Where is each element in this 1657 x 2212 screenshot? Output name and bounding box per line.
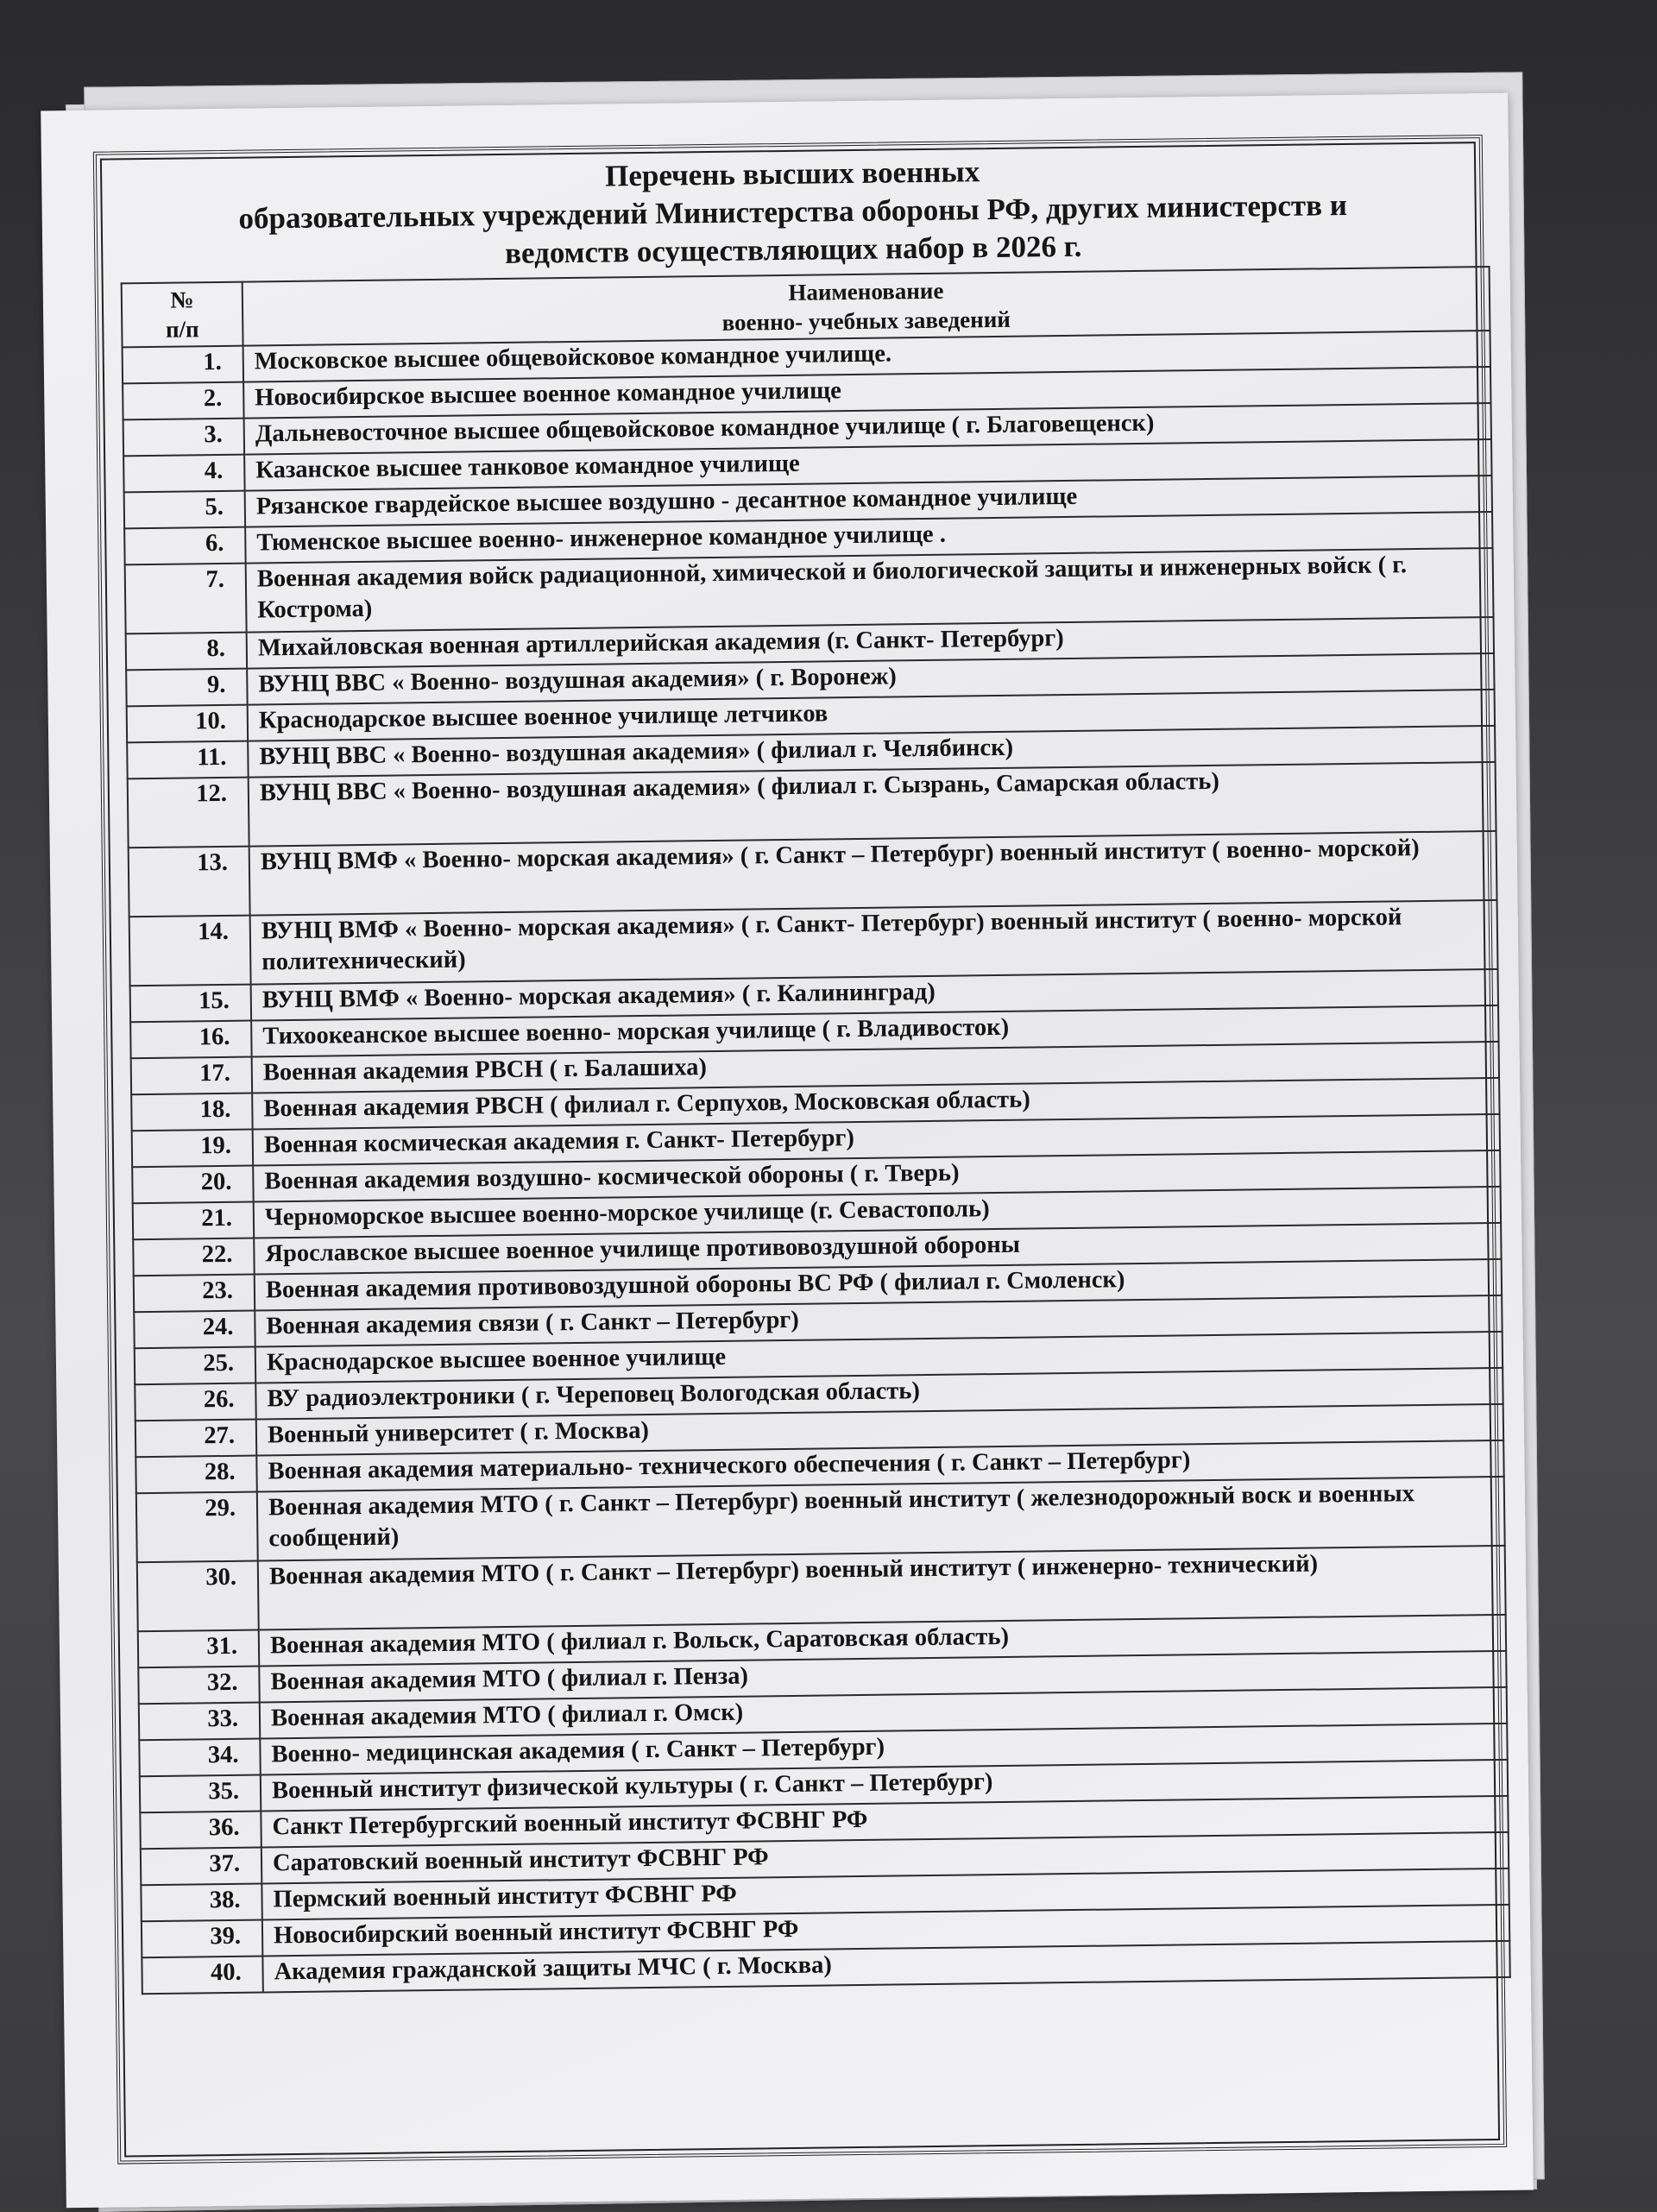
header-number-line-2: п/п [165,316,199,343]
row-number: 3. [123,419,245,457]
row-number: 12. [128,778,249,848]
row-institution-name: Рязанское гвардейское высшее воздушно - десантное командное училище [245,476,1492,527]
row-institution-name: Военная академия МТО ( филиал г. Омск) [260,1687,1507,1739]
institutions-table [121,266,1511,1995]
row-number: 7. [125,564,247,634]
row-institution-name: ВУНЦ ВМФ « Военно- морская академия» ( г. Калининград) [251,969,1498,1021]
document-page [41,93,1534,2209]
row-number: 29. [136,1492,258,1563]
row-institution-name: Военная академия РВСН ( г. Балашиха) [252,1042,1499,1093]
row-institution-name: Казанское высшее танковое командное училище [244,439,1491,491]
row-institution-name: Военно- медицинская академия ( г. Санкт – Петербург) [260,1724,1507,1775]
row-institution-name: Санкт Петербургский военный институт ФСВНГ РФ [261,1796,1508,1848]
row-institution-name: Московское высшее общевойсковое командное училище. [243,331,1490,382]
row-number: 4. [123,455,245,493]
row-institution-name: ВУНЦ ВМФ « Военно- морская академия» ( г. Санкт- Петербург) военный институт ( военно- морской политехнический) [250,900,1498,985]
row-institution-name: Новосибирский военный институт ФСВНГ РФ [262,1905,1509,1957]
row-number: 19. [132,1130,254,1168]
row-institution-name: Академия гражданской защиты МЧС ( г. Москва) [262,1941,1509,1993]
row-number: 8. [126,633,248,671]
header-number-line-1: № [170,287,194,313]
row-number: 2. [123,382,244,420]
row-number: 36. [140,1812,261,1850]
row-institution-name: Военный университет ( г. Москва) [256,1404,1503,1456]
row-institution-name: Военная академия РВСН ( филиал г. Серпухов, Московская область) [252,1078,1499,1130]
document-title [119,147,1466,277]
row-institution-name: ВУНЦ ВМФ « Военно- морская академия» ( г. Санкт – Петербург) военный институт ( военно- морской) [249,831,1497,916]
row-number: 37. [141,1848,262,1886]
row-institution-name: Военная академия МТО ( филиал г. Вольск, Саратовская область) [259,1615,1506,1667]
row-institution-name: Черноморское высшее военно-морское училище (г. Севастополь) [254,1187,1501,1238]
row-number: 27. [135,1420,257,1458]
title-line-2: образовательных учреждений Министерства обороны РФ, других министерств и [238,187,1348,236]
row-institution-name: Краснодарское высшее военное училище [255,1332,1503,1383]
row-institution-name: Военная академия войск радиационной, химической и биологической защиты и инженерных войск ( г. Кострома) [246,548,1494,633]
row-institution-name: Военная академия материально- технического обеспечения ( г. Санкт – Петербург) [256,1440,1503,1492]
row-institution-name: Военная академия МТО ( филиал г. Пенза) [259,1651,1506,1703]
row-number: 6. [124,527,246,565]
row-institution-name: Военная академия воздушно- космической обороны ( г. Тверь) [253,1150,1500,1202]
row-number: 30. [137,1561,259,1632]
header-number [122,282,243,348]
row-number: 32. [138,1667,260,1705]
row-number: 38. [141,1883,262,1921]
row-number: 23. [134,1275,255,1313]
row-number: 28. [135,1456,257,1494]
row-institution-name: Военная академия связи ( г. Санкт – Петербург) [255,1295,1502,1347]
row-institution-name: Саратовский военный институт ФСВНГ РФ [261,1832,1509,1884]
row-institution-name: Краснодарское высшее военное училище летчиков [248,690,1495,741]
title-line-1: Перечень высших военных [604,154,980,193]
row-number: 31. [138,1630,260,1668]
row-number: 33. [139,1703,261,1741]
row-institution-name: Новосибирское высшее военное командное училище [243,367,1490,419]
row-number: 21. [133,1202,255,1240]
row-institution-name: Военный институт физической культуры ( г. Санкт – Петербург) [261,1760,1508,1812]
row-institution-name: Военная космическая академия г. Санкт- Петербург) [253,1114,1500,1166]
row-institution-name: Тихоокеанское высшее военно- морская училище ( г. Владивосток) [251,1005,1498,1057]
title-line-3: ведомств осуществляющих набор в 2026 г. [504,229,1082,270]
row-number: 25. [135,1347,256,1385]
row-institution-name: Пермский военный институт ФСВНГ РФ [261,1869,1509,1920]
row-institution-name: Военная академия МТО ( г. Санкт – Петербург) военный институт ( железнодорожный воск и военных сообщений) [257,1477,1505,1561]
row-number: 14. [129,916,251,986]
row-institution-name: Ярославское высшее военное училище противовоздушной обороны [254,1223,1501,1275]
row-number: 11. [127,741,249,779]
row-number: 13. [129,847,250,917]
row-number: 26. [135,1383,256,1421]
row-institution-name: Военная академия МТО ( г. Санкт – Петербург) военный институт ( инженерно- технический) [258,1546,1506,1630]
row-number: 17. [131,1057,253,1095]
table-body [123,331,1510,1994]
row-number: 39. [142,1919,263,1957]
header-name-line-2: военно- учебных заведений [721,306,1011,336]
row-number: 10. [127,705,249,743]
row-institution-name: ВУНЦ ВВС « Военно- воздушная академия» ( филиал г. Сызрань, Самарская область) [249,762,1496,847]
row-number: 18. [131,1093,253,1131]
row-institution-name: Дальневосточное высшее общевойсковое командное училище ( г. Благовещенск) [244,403,1491,455]
row-institution-name: Военная академия противовоздушной обороны ВС РФ ( филиал г. Смоленск) [255,1259,1502,1311]
row-number: 15. [130,985,252,1023]
row-number: 34. [139,1739,261,1777]
row-institution-name: ВУНЦ ВВС « Военно- воздушная академия» ( филиал г. Челябинск) [248,726,1495,778]
row-institution-name: Тюменское высшее военно- инженерное командное училище . [245,512,1492,564]
row-number: 20. [132,1166,254,1204]
row-institution-name: Михайловская военная артиллерийская академия (г. Санкт- Петербург) [247,617,1494,669]
row-institution-name: ВУ радиоэлектроники ( г. Череповец Вологодская область) [255,1368,1503,1420]
header-name-line-1: Наименование [788,277,944,306]
row-number: 35. [140,1775,261,1813]
row-number: 40. [142,1956,263,1994]
row-number: 9. [126,669,248,707]
row-number: 24. [134,1311,255,1349]
row-number: 5. [124,491,246,529]
row-number: 1. [123,346,244,384]
row-institution-name: ВУНЦ ВВС « Военно- воздушная академия» ( г. Воронеж) [247,653,1494,705]
row-number: 22. [133,1238,255,1276]
row-number: 16. [130,1021,252,1059]
